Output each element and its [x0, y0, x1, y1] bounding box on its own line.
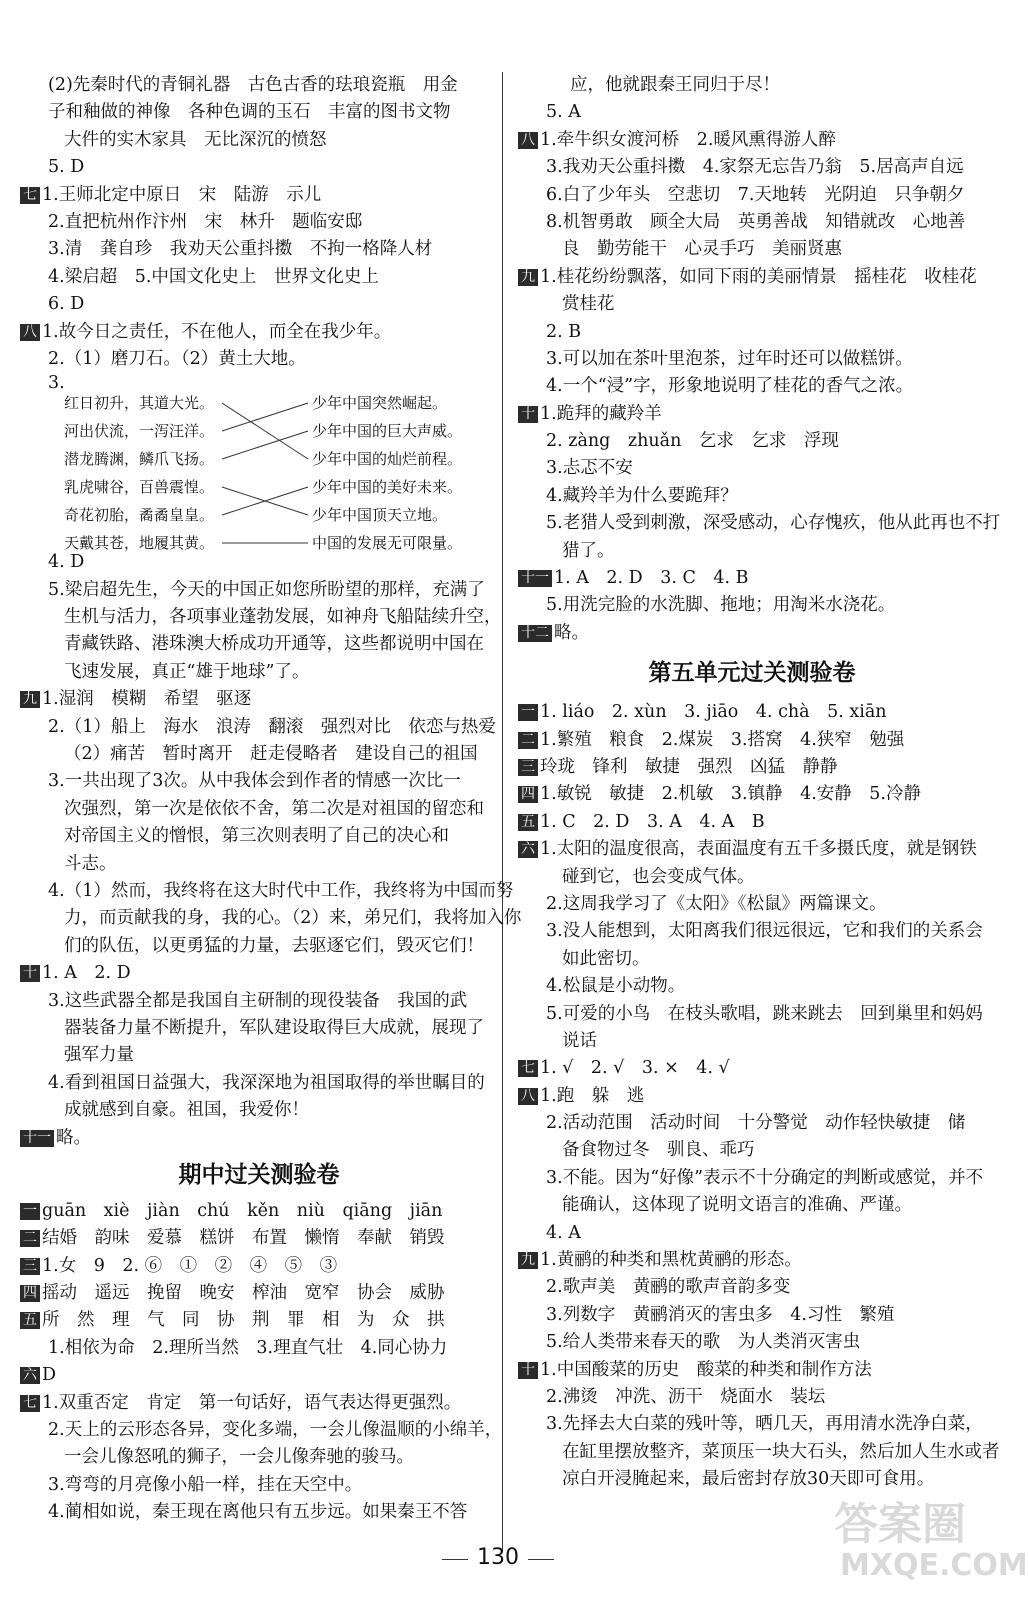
text-line: 2.（1）船上 海水 浪涛 翻滚 强烈对比 依恋与热爱: [48, 716, 496, 737]
section-tag: 一: [518, 704, 538, 721]
text-line: 1.中国酸菜的历史 酸菜的种类和制作方法: [540, 1359, 872, 1380]
text-line: 略。: [554, 622, 589, 643]
match-right-item: 中国的发展无可限量。: [312, 534, 463, 553]
text-line: 玲珑 锋利 敏捷 强烈 凶猛 静静: [540, 756, 838, 777]
midterm-title: 期中过关测验卷: [178, 1161, 340, 1188]
section-tag: 九: [518, 269, 538, 286]
text-line: 凉白开浸腌起来，最后密封存放30天即可食用。: [562, 1469, 935, 1490]
watermark-url: MXQE.COM: [840, 1548, 1028, 1583]
match-left-item: 红日初升，其道大光。: [64, 394, 215, 413]
unit5-title: 第五单元过关测验卷: [648, 660, 856, 687]
text-line: 1.王师北定中原日 宋 陆游 示儿: [42, 184, 322, 205]
matching-exercise: [64, 393, 498, 553]
match-line: [222, 431, 308, 459]
text-line: 次强烈，第一次是依依不舍，第二次是对祖国的留恋和: [64, 798, 484, 819]
text-line: 1.跑 躲 逃: [540, 1085, 645, 1106]
text-line: 3.: [48, 373, 65, 394]
section-tag: 三: [518, 759, 538, 776]
text-line: 3.这些武器全都是我国自主研制的现役装备 我国的武: [48, 990, 468, 1011]
text-line: 2.直把杭州作汴州 宋 林升 题临安邸: [48, 211, 363, 232]
text-line: 说话: [562, 1030, 597, 1051]
text-line: 青藏铁路、港珠澳大桥成功开通等，这些都说明中国在: [64, 634, 484, 655]
text-line: 2. B: [546, 321, 582, 342]
text-line: 3.先择去大白菜的残叶等，晒几天，再用清水洗净白菜，: [546, 1414, 983, 1435]
text-line: 器装备力量不断提升，军队建设取得巨大成就，展现了: [64, 1017, 484, 1038]
section-tag: 十: [518, 406, 538, 423]
section-tag: 十一: [518, 570, 552, 587]
section-tag: 九: [20, 691, 40, 708]
text-line: 4.松鼠是小动物。: [546, 976, 686, 997]
text-line: 摇动 遥远 挽留 晚安 榨油 宽窄 协会 威胁: [42, 1283, 445, 1304]
watermark-logo: [826, 1484, 1028, 1594]
text-line: 1.牵牛织女渡河桥 2.暖风熏得游人醉: [540, 129, 836, 150]
text-line: 3.弯弯的月亮像小船一样，挂在天空中。: [48, 1474, 363, 1495]
section-tag: 八: [20, 324, 40, 341]
text-line: 3.一共出现了3次。从中我体会到作者的情感一次比一: [48, 771, 461, 792]
text-line: 3.没人能想到，太阳离我们很远很远，它和我们的关系会: [546, 921, 983, 942]
match-left-item: 河出伏流，一泻汪洋。: [64, 422, 215, 441]
section-tag: 四: [20, 1285, 40, 1302]
text-line: 5.用洗完脸的水洗脚、拖地；用淘米水浇花。: [546, 595, 896, 616]
section-tag: 六: [518, 841, 538, 858]
text-line: 斗志。: [64, 853, 117, 874]
match-line: [222, 403, 308, 459]
text-line: 5.给人类带来春天的歌 为人类消灭害虫: [546, 1332, 861, 1353]
text-line: 5. A: [546, 102, 581, 123]
match-right-item: 少年中国突然崛起。: [312, 394, 448, 413]
text-line: 1.相依为命 2.理所当然 3.理直气壮 4.同心协力: [48, 1337, 448, 1358]
right-column: [518, 72, 1001, 1494]
text-line: 如此密切。: [562, 948, 650, 969]
watermark-text: 答案圈: [834, 1499, 966, 1550]
section-tag: 九: [518, 1252, 538, 1269]
text-line: 1.故今日之责任，不在他人，而全在我少年。: [42, 321, 392, 342]
text-line: 1.敏锐 敏捷 2.机敏 3.镇静 4.安静 5.冷静: [540, 784, 921, 805]
text-line: 1.太阳的温度很高，表面温度有五千多摄氏度，就是钢铁: [540, 839, 977, 860]
text-line: 1.女 9 2. ⑥ ① ② ④ ⑤ ③: [42, 1255, 338, 1276]
section-tag: 八: [518, 132, 538, 149]
text-line: 2.天上的云形态各异，变化多端，一会儿像温顺的小绵羊，: [48, 1420, 503, 1441]
text-line: 5. D: [48, 157, 85, 178]
text-line: 6.白了少年头 空悲切 7.天地转 光阴迫 只争朝夕: [546, 184, 965, 205]
match-right-item: 少年中国的巨大声威。: [312, 422, 463, 441]
text-line: 良 勤劳能干 心灵手巧 美丽贤惠: [562, 239, 842, 260]
text-line: 5.可爱的小鸟 在枝头歌唱，跳来跳去 回到巢里和妈妈: [546, 1003, 983, 1024]
section-tag: 三: [20, 1258, 40, 1275]
text-line: 所 然 理 气 同 协 荆 罪 相 为 众 拱: [42, 1310, 445, 1331]
text-line: 1.黄鹂的种类和黑枕黄鹂的形态。: [540, 1250, 802, 1271]
text-line: 2.歌声美 黄鹂的歌声音韵多变: [546, 1277, 791, 1298]
section-tag: 六: [20, 1367, 40, 1384]
text-line: 4.（1）然而，我终将在这大时代中工作，我终将为中国而努: [48, 880, 514, 901]
text-line: 3.我劝天公重抖擞 4.家祭无忘告乃翁 5.居高声自远: [546, 157, 964, 178]
match-left-item: 天戴其苍，地履其黄。: [64, 534, 215, 553]
section-tag: 五: [20, 1312, 40, 1329]
text-line: 1.繁殖 粮食 2.煤炭 3.搭窝 4.狭窄 勉强: [540, 729, 905, 750]
text-line: 6. D: [48, 294, 85, 315]
text-line: 4. D: [48, 552, 85, 573]
text-line: 2.沸烫 冲洗、沥干 烧面水 装坛: [546, 1386, 826, 1407]
text-line: 3.不能。因为“好像”表示不十分确定的判断或感觉，并不: [546, 1167, 984, 1188]
text-line: 对帝国主义的憎恨，第三次则表明了自己的决心和: [64, 826, 449, 847]
match-right-item: 少年中国的灿烂前程。: [312, 450, 463, 469]
text-line: 强军力量: [64, 1045, 134, 1066]
text-line: 结婚 韵味 爱慕 糕饼 布置 懒惰 奉献 销毁: [42, 1228, 445, 1249]
text-line: 4.梁启超 5.中国文化史上 世界文化史上: [48, 266, 379, 287]
text-line: 2.这周我学习了《太阳》《松鼠》两篇课文。: [546, 893, 887, 914]
text-line: （2）痛苦 暂时离开 赶走侵略者 建设自己的祖国: [64, 744, 478, 765]
text-line: 子和釉做的神像 各种色调的玉石 丰富的图书文物: [48, 102, 451, 123]
text-line: 大件的实木家具 无比深沉的愤怒: [64, 129, 327, 150]
text-line: 2. zàng zhuǎn 乞求 乞求 浮现: [546, 431, 839, 452]
text-line: 应，他就跟秦王同归于尽！: [570, 75, 780, 95]
text-line: 1. √ 2. √ 3. × 4. √: [540, 1058, 730, 1079]
section-tag: 二: [518, 732, 538, 749]
match-left-item: 潜龙腾渊，鳞爪飞扬。: [64, 450, 215, 469]
text-line: 略。: [56, 1127, 91, 1148]
text-line: 能确认，这体现了说明文语言的准确、严谨。: [562, 1195, 912, 1216]
section-tag: 七: [20, 1395, 40, 1412]
text-line: 在缸里摆放整齐，菜顶压一块大石头，然后加人生水或者: [562, 1441, 1000, 1462]
section-tag: 七: [20, 187, 40, 204]
section-tag: 八: [518, 1088, 538, 1105]
text-line: 1. A 2. D 3. C 4. B: [554, 568, 749, 589]
text-line: 力，而贡献我的身，我的心。（2）来，弟兄们，我将加入你: [64, 908, 522, 929]
section-tag: 十: [518, 1362, 538, 1379]
matching-lines: [64, 393, 314, 553]
match-right-item: 少年中国的美好未来。: [312, 478, 463, 497]
section-tag: 十一: [20, 1130, 54, 1147]
text-line: 1.湿润 模糊 希望 驱逐: [42, 689, 252, 710]
text-line: 2.活动范围 活动时间 十分警觉 动作轻快敏捷 储: [546, 1113, 966, 1134]
section-tag: 一: [20, 1203, 40, 1220]
page-number-dash: [528, 1559, 554, 1560]
match-left-item: 奇花初胎，矞矞皇皇。: [64, 506, 215, 525]
text-line: 生机与活力，各项事业蓬勃发展，如神舟飞船陆续升空，: [64, 607, 502, 628]
text-line: 1.跪拜的藏羚羊: [540, 403, 662, 424]
text-line: 3.列数字 黄鹂消灭的害虫多 4.习性 繁殖: [546, 1304, 895, 1325]
text-line: 4.蔺相如说，秦王现在离他只有五步远。如果秦王不答: [48, 1502, 468, 1523]
match-left-item: 乳虎啸谷，百兽震惶。: [64, 478, 215, 497]
text-line: 5.老猎人受到刺激，深受感动，心存愧疚，他从此再也不打: [546, 513, 1001, 534]
text-line: 赏桂花: [562, 294, 615, 315]
text-line: guān xiè jiàn chú kěn niù qiāng jiān: [42, 1200, 443, 1221]
text-line: 4.看到祖国日益强大，我深深地为祖国取得的举世瞩目的: [48, 1072, 485, 1093]
left-column: [20, 72, 522, 1527]
match-right-item: 少年中国顶天立地。: [312, 506, 448, 525]
section-tag: 十二: [518, 625, 552, 642]
text-line: 1.桂花纷纷飘落，如同下雨的美丽情景 摇桂花 收桂花: [540, 266, 977, 287]
text-line: 2.（1）磨刀石。（2）黄土大地。: [48, 348, 306, 369]
text-line: 碰到它，也会变成气体。: [562, 866, 755, 887]
match-line: [222, 403, 308, 431]
text-line: 们的队伍，以更勇猛的力量，去驱逐它们，毁灭它们！: [64, 935, 484, 956]
text-line: 猎了。: [562, 540, 615, 561]
text-line: 飞速发展，真正“雄于地球”了。: [64, 661, 310, 682]
text-line: 3.清 龚自珍 我劝天公重抖擞 不拘一格降人材: [48, 239, 433, 260]
text-line: 成就感到自豪。祖国，我爱你！: [64, 1100, 309, 1121]
column-divider: [502, 72, 503, 1552]
text-line: 3.忐忑不安: [546, 458, 633, 479]
text-line: 4.藏羚羊为什么要跪拜？: [546, 485, 738, 506]
section-tag: 五: [518, 814, 538, 831]
text-line: D: [42, 1365, 57, 1386]
text-line: 1. A 2. D: [42, 963, 131, 984]
text-line: 4.一个“浸”字，形象地说明了桂花的香气之浓。: [546, 376, 914, 397]
section-tag: 四: [518, 786, 538, 803]
section-tag: 二: [20, 1230, 40, 1247]
section-tag: 十: [20, 965, 40, 982]
text-line: 4. A: [546, 1222, 581, 1243]
text-line: 一会儿像怒吼的狮子，一会儿像奔驰的骏马。: [64, 1447, 414, 1468]
text-line: 1.双重否定 肯定 第一句话好，语气表达得更强烈。: [42, 1392, 462, 1413]
text-line: 8.机智勇敢 顾全大局 英勇善战 知错就改 心地善: [546, 211, 966, 232]
text-line: 1. liáo 2. xùn 3. jiāo 4. chà 5. xiān: [540, 702, 887, 723]
text-line: 1. C 2. D 3. A 4. A B: [540, 811, 765, 832]
text-line: 3.可以加在茶叶里泡茶，过年时还可以做糕饼。: [546, 348, 913, 369]
page-number: 130: [477, 1545, 519, 1570]
section-tag: 七: [518, 1060, 538, 1077]
text-line: 备食物过冬 驯良、乖巧: [562, 1140, 755, 1161]
text-line: (2)先秦时代的青铜礼器 古色古香的珐琅瓷瓶 用金: [48, 75, 458, 95]
text-line: 5.梁启超先生，今天的中国正如您所盼望的那样，充满了: [48, 579, 485, 600]
